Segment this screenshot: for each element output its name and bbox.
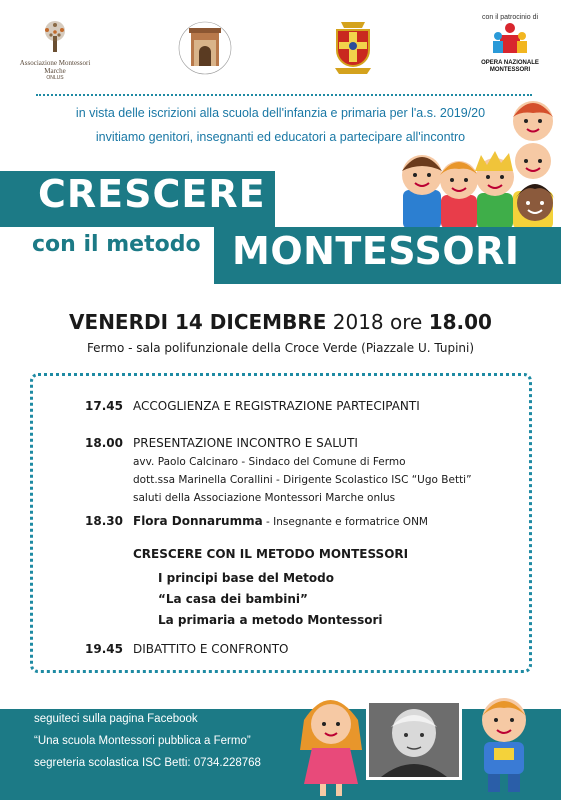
program-item-2: PRESENTAZIONE INCONTRO E SALUTI xyxy=(133,436,358,450)
program-sub-4a: I principi base del Metodo xyxy=(158,571,334,585)
speaker-role: - Insegnante e formatrice ONM xyxy=(262,516,428,528)
girl-illustration xyxy=(298,690,364,798)
logo-bar xyxy=(0,0,561,92)
assoc-onlus: ONLUS xyxy=(46,75,64,81)
program-item-5: DIBATTITO E CONFRONTO xyxy=(133,642,289,656)
program-item-1: ACCOGLIENZA E REGISTRAZIONE PARTECIPANTI xyxy=(133,399,420,413)
patrocinio-label: con il patrocinio di xyxy=(481,14,539,21)
program-time-2: 18.00 xyxy=(85,436,123,450)
portrait-photo xyxy=(369,703,459,777)
title-con-il-metodo: con il metodo xyxy=(32,232,201,257)
onm-logo xyxy=(470,14,550,74)
montessori-portrait xyxy=(366,700,462,780)
comune-fermo-crest xyxy=(327,14,379,84)
program-item-3 xyxy=(133,514,428,528)
footer-segreteria: segreteria scolastica ISC Betti: 0734.228768 xyxy=(34,757,261,769)
event-time: 18.00 xyxy=(428,310,492,334)
tree-icon xyxy=(35,20,75,54)
onm-figures-icon xyxy=(488,21,532,55)
event-place: Fermo - sala polifunzionale della Croce Verde (Piazzale U. Tupini) xyxy=(86,341,475,355)
onm-name-1: OPERA NAZIONALE xyxy=(481,60,539,66)
onm-name-2: MONTESSORI xyxy=(489,67,531,73)
event-day: VENERDI 14 DICEMBRE xyxy=(69,310,327,334)
boy-illustration xyxy=(464,690,544,798)
program-sub-2b: dott.ssa Marinella Corallini - Dirigente Scolastico ISC “Ugo Betti” xyxy=(133,474,472,486)
assoc-region: Marche xyxy=(44,67,66,75)
event-date xyxy=(0,310,561,334)
event-year-ore: 2018 ore xyxy=(326,310,429,334)
speaker-name: Flora Donnarumma xyxy=(133,514,263,528)
coat-of-arms-icon xyxy=(327,14,379,84)
invite-line-2: invitiamo genitori, insegnanti ed educatori a partecipare all'incontro xyxy=(95,130,466,144)
building-seal-icon xyxy=(175,14,235,84)
children-illustration xyxy=(385,95,561,229)
program-time-5: 19.45 xyxy=(85,642,123,656)
invite-line-1: in vista delle iscrizioni alla scuola dell'infanzia e primaria per l'a.s. 2019/20 xyxy=(75,106,486,120)
assoc-name: Associazione Montessori xyxy=(19,59,91,67)
footer-facebook: seguiteci sulla pagina Facebook xyxy=(34,713,198,725)
associazione-montessori-logo xyxy=(10,20,100,81)
program-sub-4c: La primaria a metodo Montessori xyxy=(158,613,383,627)
program-time-3: 18.30 xyxy=(85,514,123,528)
program-sub-2c: saluti della Associazione Montessori Marche onlus xyxy=(133,492,396,504)
footer-page-name: “Una scuola Montessori pubblica a Fermo” xyxy=(34,735,251,747)
program-sub-2a: avv. Paolo Calcinaro - Sindaco del Comune di Fermo xyxy=(133,456,406,468)
program-sub-4b: “La casa dei bambini” xyxy=(158,592,308,606)
title-crescere: CRESCERE xyxy=(38,172,266,216)
program-time-1: 17.45 xyxy=(85,399,123,413)
convitto-logo xyxy=(175,14,235,84)
title-montessori: MONTESSORI xyxy=(232,229,520,273)
program-item-4: CRESCERE CON IL METODO MONTESSORI xyxy=(133,547,409,561)
